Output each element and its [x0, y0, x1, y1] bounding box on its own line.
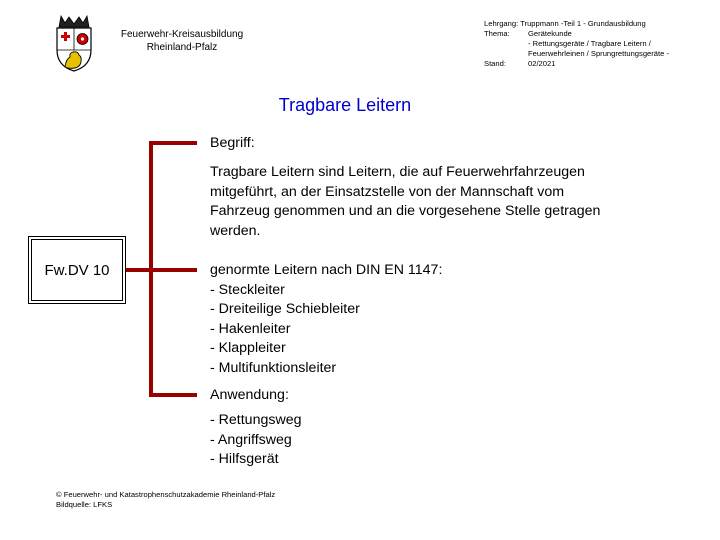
definition-line: werden.	[210, 222, 261, 239]
footer	[56, 490, 275, 510]
norm-item: - Steckleiter	[210, 281, 285, 298]
norm-item: - Multifunktionsleiter	[210, 359, 337, 376]
course-value: Truppmann -Teil 1 - Grundausbildung	[520, 19, 646, 28]
usage-item: - Hilfsgerät	[210, 451, 279, 467]
norm-heading: genormte Leitern nach DIN EN 1147:	[210, 262, 443, 278]
definition-line: mitgeführt, an der Einsatzstelle von der Mannschaft vom	[210, 183, 565, 200]
course-label: Lehrgang:	[484, 19, 519, 28]
branch-top-line	[149, 141, 197, 145]
image-source-text: Bildquelle: LFKS	[56, 500, 113, 509]
source-box-label: Fw.DV 10	[31, 239, 123, 301]
topic-line-1: Gerätekunde	[528, 29, 572, 38]
definition-line: Tragbare Leitern sind Leitern, die auf Feuerwehrfahrzeugen	[210, 164, 585, 180]
norm-item: - Hakenleiter	[210, 320, 291, 337]
course-info	[484, 19, 709, 69]
norm-section	[210, 261, 442, 378]
definition-line: Fahrzeug genommen und an die vorgesehene Stelle getragen	[210, 203, 601, 219]
norm-item: - Dreiteilige Schiebleiter	[210, 301, 360, 317]
usage-list	[210, 411, 301, 470]
norm-item: - Klappleiter	[210, 340, 286, 356]
rlp-coat-of-arms-icon	[51, 14, 97, 72]
usage-item: - Rettungsweg	[210, 412, 302, 428]
branch-bottom-line	[149, 393, 197, 397]
copyright-text: © Feuerwehr- und Katastrophenschutzakademie Rheinland-Pfalz	[56, 490, 276, 499]
usage-heading: Anwendung:	[210, 387, 289, 403]
source-box	[28, 236, 126, 304]
topic-label: Thema:	[484, 29, 510, 38]
page-title: Tragbare Leitern	[278, 95, 412, 115]
definition-text	[210, 163, 600, 241]
org-line-1: Feuerwehr-Kreisausbildung	[120, 29, 244, 40]
org-line-2: Rheinland-Pfalz	[146, 42, 218, 53]
branch-middle-line	[126, 268, 197, 272]
topic-line-2: - Rettungsgeräte / Tragbare Leitern /	[528, 39, 651, 48]
date-value: 02/2021	[528, 59, 556, 68]
definition-heading: Begriff:	[210, 135, 255, 151]
topic-line-3: Feuerwehrleinen / Sprungrettungsgeräte -	[528, 49, 669, 58]
organisation-name	[108, 28, 256, 54]
date-label: Stand:	[484, 59, 506, 68]
usage-item: - Angriffsweg	[210, 431, 292, 448]
